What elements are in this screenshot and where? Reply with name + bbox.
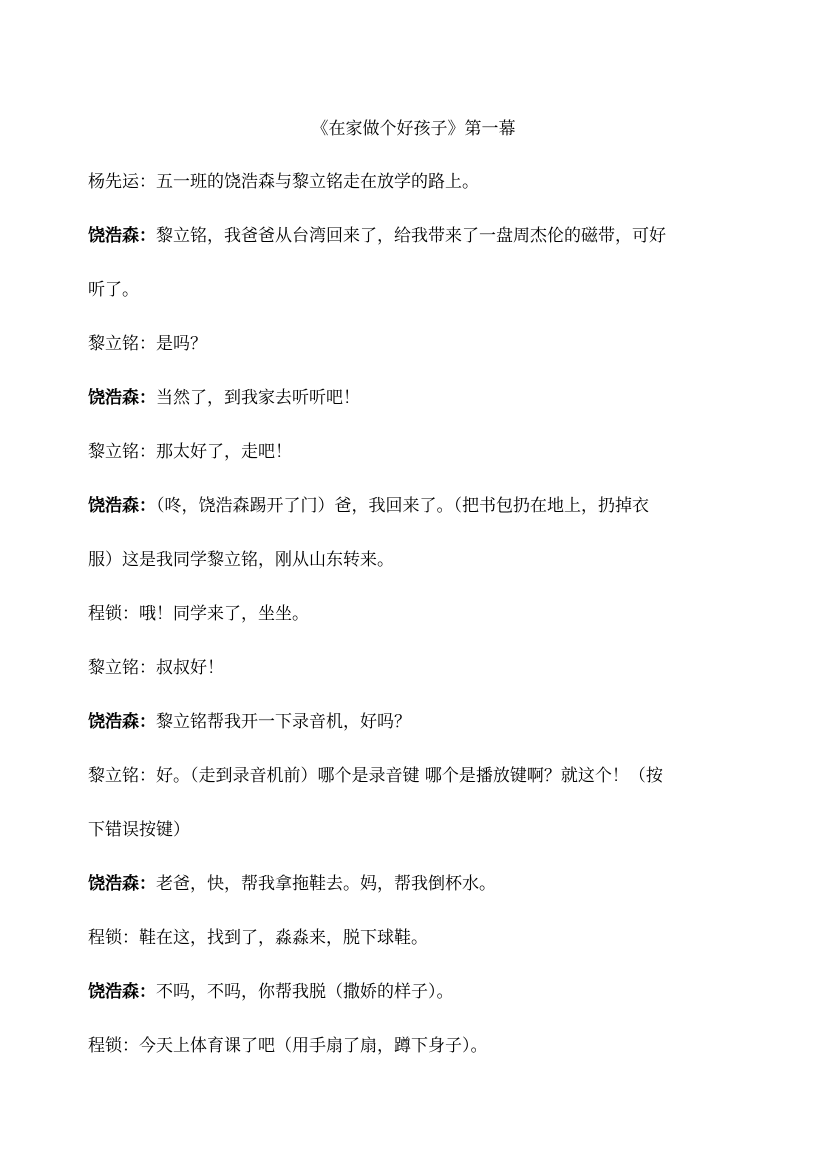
dialogue-line — [88, 980, 753, 1004]
dialogue-line — [88, 224, 753, 248]
dialogue-line — [88, 548, 753, 572]
speaker-name: 黎立铭： — [88, 334, 156, 354]
speaker-name: 杨先运： — [88, 172, 156, 192]
line-text: 老爸，快，帮我拿拖鞋去。妈，帮我倒杯水。 — [156, 874, 496, 894]
page-title: 《在家做个好孩子》第一幕 — [311, 119, 516, 139]
dialogue-line — [88, 602, 753, 626]
speaker-name: 程锁： — [88, 1036, 139, 1056]
speaker-name: 程锁： — [88, 604, 139, 624]
speaker-name: 饶浩森： — [88, 982, 156, 1002]
dialogue-line — [88, 818, 753, 842]
speaker-name: 饶浩森： — [88, 496, 156, 516]
speaker-name: 饶浩森： — [88, 226, 156, 246]
dialogue-line — [88, 440, 753, 464]
line-text: 五一班的饶浩森与黎立铭走在放学的路上。 — [156, 172, 479, 192]
line-text: 是吗？ — [156, 334, 207, 354]
line-text: 黎立铭帮我开一下录音机，好吗？ — [156, 712, 411, 732]
dialogue-line — [88, 332, 753, 356]
line-text: （咚，饶浩森踢开了门）爸，我回来了。（把书包扔在地上，扔掉衣 — [156, 496, 649, 516]
speaker-name: 黎立铭： — [88, 442, 156, 462]
dialogue-line — [88, 494, 753, 518]
dialogue-line — [88, 386, 753, 410]
speaker-name: 饶浩森： — [88, 388, 156, 408]
line-text: 黎立铭，我爸爸从台湾回来了，给我带来了一盘周杰伦的磁带，可好 — [156, 226, 666, 246]
line-text: 鞋在这，找到了，淼淼来，脱下球鞋。 — [139, 928, 428, 948]
speaker-name: 黎立铭： — [88, 658, 156, 678]
dialogue-line — [88, 764, 753, 788]
dialogue-line — [88, 278, 753, 302]
line-text: 那太好了，走吧！ — [156, 442, 292, 462]
line-text: 今天上体育课了吧（用手扇了扇，蹲下身子）。 — [139, 1036, 488, 1056]
dialogue-line — [88, 872, 753, 896]
speaker-name: 黎立铭： — [88, 766, 156, 786]
speaker-name: 饶浩森： — [88, 874, 156, 894]
line-text: 哦！同学来了，坐坐。 — [139, 604, 309, 624]
line-text: 服）这是我同学黎立铭，刚从山东转来。 — [88, 550, 394, 570]
line-text: 叔叔好！ — [156, 658, 224, 678]
dialogue-line — [88, 710, 753, 734]
line-text: 听了。 — [88, 280, 139, 300]
line-text: 下错误按键） — [88, 820, 190, 840]
dialogue-line — [88, 1034, 753, 1058]
speaker-name: 程锁： — [88, 928, 139, 948]
line-text: 当然了，到我家去听听吧！ — [156, 388, 360, 408]
dialogue-line — [88, 170, 753, 194]
dialogue-line — [88, 656, 753, 680]
line-text: 不吗，不吗，你帮我脱（撒娇的样子）。 — [156, 982, 454, 1002]
line-text: 好。（走到录音机前）哪个是录音键 哪个是播放键啊？就这个！（按 — [156, 766, 663, 786]
dialogue-line — [88, 926, 753, 950]
speaker-name: 饶浩森： — [88, 712, 156, 732]
